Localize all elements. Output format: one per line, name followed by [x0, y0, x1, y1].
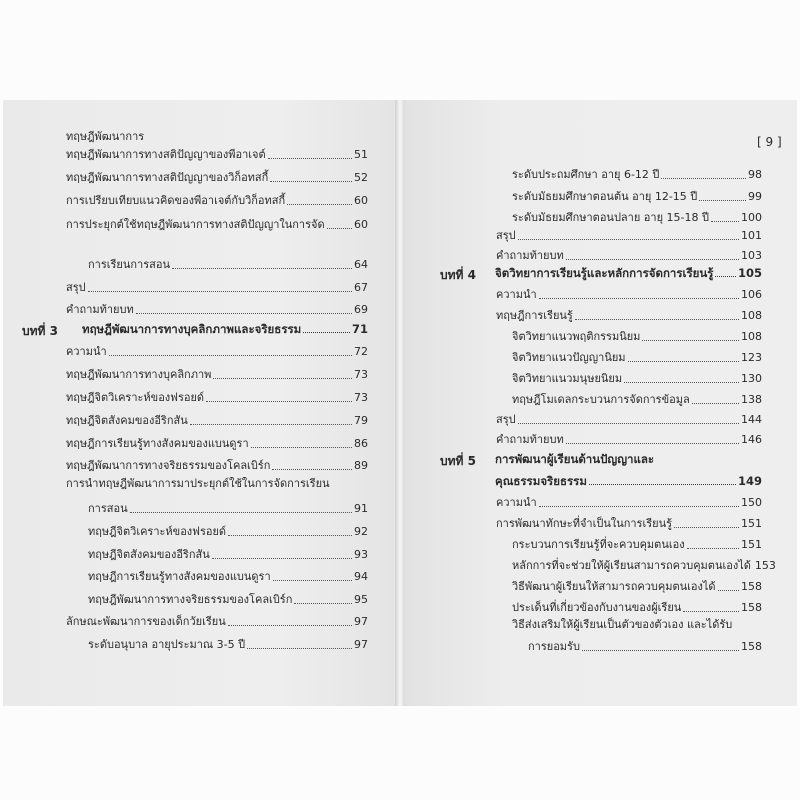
toc-entry: ทฤษฎีการเรียนรู้ทางสังคมของแบนดูรา 86: [66, 437, 368, 450]
toc-entry: คำถามท้ายบท 69: [66, 303, 368, 316]
toc-entry: ทฤษฎีจิตวิเคราะห์ของฟรอยด์ 73: [66, 391, 368, 404]
toc-entry: ทฤษฎีการเรียนรู้ 108: [496, 309, 762, 322]
toc-entry: การสอน 91: [88, 502, 368, 515]
toc-entry: สรุป 67: [66, 281, 368, 294]
toc-entry: สรุป 144: [496, 413, 762, 426]
toc-entry: วิธีพัฒนาผู้เรียนให้สามารถควบคุมตนเองได้ 158: [512, 580, 762, 593]
toc-chapter: ทฤษฎีพัฒนาการทางบุคลิกภาพและจริยธรรม 71: [82, 322, 368, 336]
book-gutter: [395, 100, 405, 706]
toc-entry: ทฤษฎีจิตสังคมของอีริกสัน 79: [66, 414, 368, 427]
toc-entry: การประยุกต์ใช้ทฤษฎีพัฒนาการทางสติปัญญาในการจัด 60: [66, 218, 368, 231]
toc-entry: ทฤษฎีโมเดลกระบวนการจัดการข้อมูล 138: [512, 393, 762, 406]
toc-chapter-text: การพัฒนาผู้เรียนด้านปัญญาและ: [495, 452, 655, 466]
toc-entry: หลักการที่จะช่วยให้ผู้เรียนสามารถควบคุมตนเองได้ 153: [512, 559, 776, 572]
toc-entry: การเรียนการสอน 64: [88, 258, 368, 271]
toc-entry: การพัฒนาทักษะที่จำเป็นในการเรียนรู้ 151: [496, 517, 762, 530]
toc-heading: ทฤษฎีพัฒนาการ: [66, 130, 145, 143]
toc-entry: คำถามท้ายบท 103: [496, 249, 762, 262]
toc-entry: ทฤษฎีจิตวิเคราะห์ของฟรอยด์ 92: [88, 525, 368, 538]
toc-entry: ประเด็นที่เกี่ยวข้องกับงานของผู้เรียน 158: [512, 601, 762, 614]
toc-entry: ลักษณะพัฒนาการของเด็กวัยเรียน 97: [66, 615, 368, 628]
chapter-label: บทที่ 4: [440, 268, 476, 282]
chapter-label: บทที่ 5: [440, 454, 476, 468]
toc-entry: ระดับมัธยมศึกษาตอนต้น อายุ 12-15 ปี 99: [512, 190, 762, 203]
toc-entry: ระดับอนุบาล อายุประมาณ 3-5 ปี 97: [88, 638, 368, 651]
toc-entry: ความนำ 150: [496, 496, 762, 509]
toc-entry: การยอมรับ 158: [528, 640, 762, 653]
background-top: [0, 0, 800, 100]
toc-entry: ทฤษฎีพัฒนาการทางสติปัญญาของพีอาเจต์ 51: [66, 148, 368, 161]
toc-entry: ความนำ 72: [66, 345, 368, 358]
background-bottom: [0, 708, 800, 800]
toc-entry: สรุป 101: [496, 229, 762, 242]
toc-entry: ทฤษฎีพัฒนาการทางจริยธรรมของโคลเบิร์ก 89: [66, 459, 368, 472]
page-number: [ 9 ]: [757, 135, 782, 149]
toc-entry: ทฤษฎีพัฒนาการทางบุคลิกภาพ 73: [66, 368, 368, 381]
toc-entry: กระบวนการเรียนรู้ที่จะควบคุมตนเอง 151: [512, 538, 762, 551]
chapter-label: บทที่ 3: [22, 324, 58, 338]
toc-entry: จิตวิทยาแนวมนุษยนิยม 130: [512, 372, 762, 385]
toc-entry: จิตวิทยาแนวพฤติกรรมนิยม 108: [512, 330, 762, 343]
toc-entry-text: การนำทฤษฎีพัฒนาการมาประยุกต์ใช้ในการจัดการเรียน: [66, 477, 330, 490]
toc-entry: จิตวิทยาแนวปัญญานิยม 123: [512, 351, 762, 364]
toc-entry: การเปรียบเทียบแนวคิดของพีอาเจต์กับวิก็อทสกี้ 60: [66, 194, 368, 207]
toc-chapter: คุณธรรมจริยธรรม 149: [495, 474, 762, 488]
toc-entry: ทฤษฎีพัฒนาการทางสติปัญญาของวิก็อทสกี้ 52: [66, 171, 368, 184]
toc-entry: คำถามท้ายบท 146: [496, 433, 762, 446]
toc-chapter: จิตวิทยาการเรียนรู้และหลักการจัดการเรียนรู้ 105: [495, 266, 762, 280]
toc-entry: ความนำ 106: [496, 288, 762, 301]
toc-entry-text: วิธีส่งเสริมให้ผู้เรียนเป็นตัวของตัวเอง และได้รับ: [512, 618, 733, 631]
toc-entry: ทฤษฎีจิตสังคมของอีริกสัน 93: [88, 548, 368, 561]
toc-entry: ทฤษฎีพัฒนาการทางจริยธรรมของโคลเบิร์ก 95: [88, 593, 368, 606]
toc-entry: ระดับประถมศึกษา อายุ 6-12 ปี 98: [512, 168, 762, 181]
toc-entry: ทฤษฎีการเรียนรู้ทางสังคมของแบนดูรา 94: [88, 570, 368, 583]
toc-entry: ระดับมัธยมศึกษาตอนปลาย อายุ 15-18 ปี 100: [512, 211, 762, 224]
